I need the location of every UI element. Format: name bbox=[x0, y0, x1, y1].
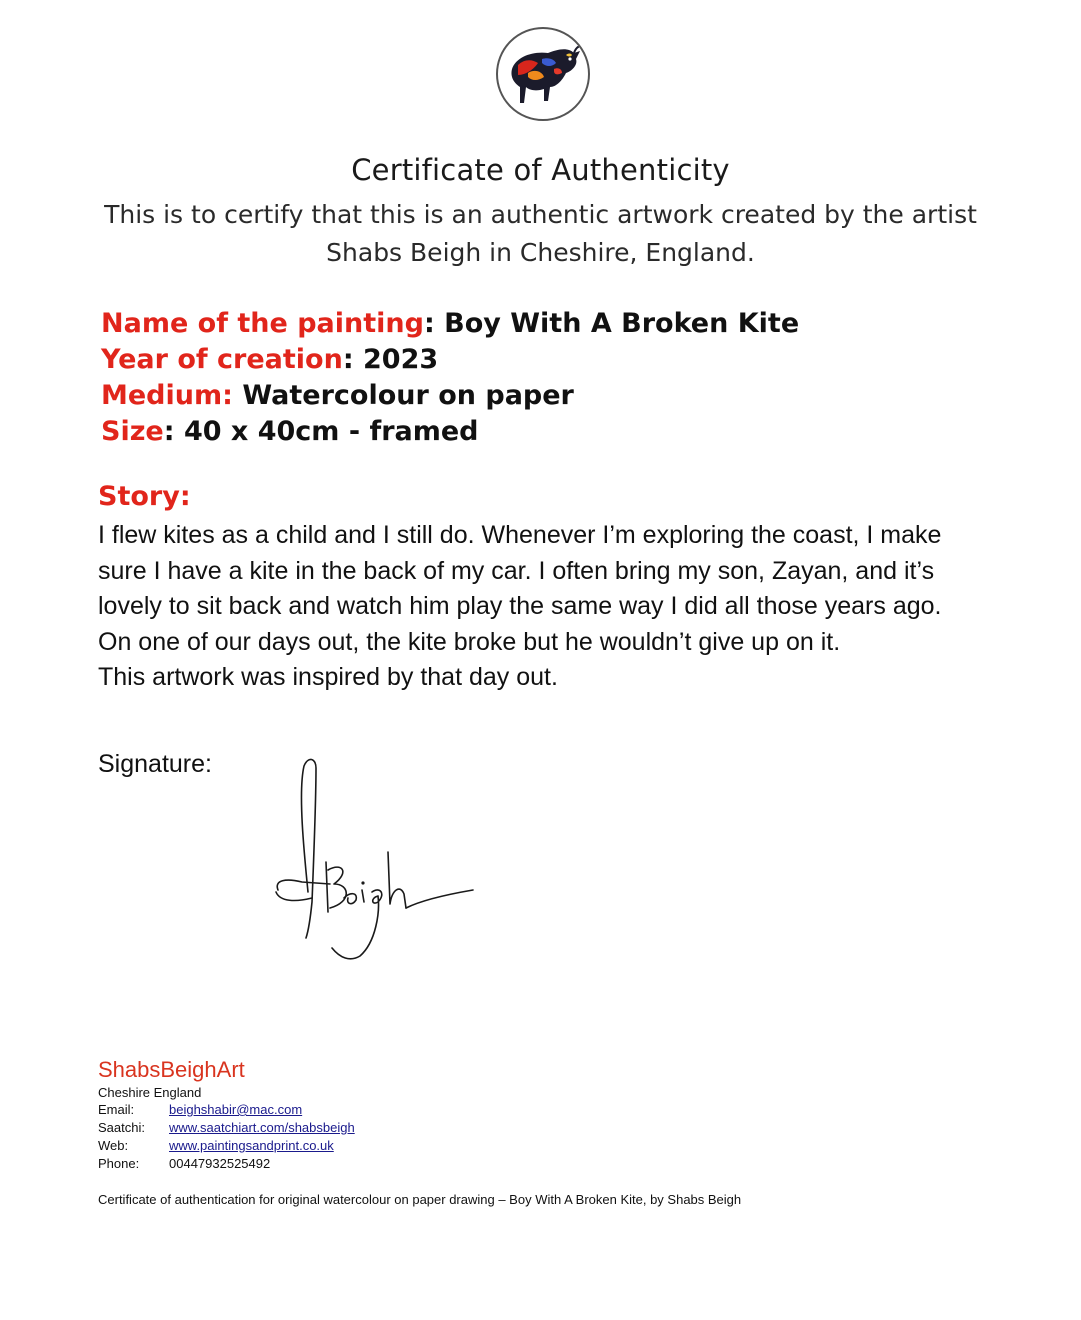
artwork-details bbox=[101, 306, 1001, 450]
detail-separator: : bbox=[342, 344, 364, 375]
footer-contact bbox=[98, 1056, 998, 1173]
contact-row-phone bbox=[98, 1155, 998, 1173]
email-link[interactable]: beighshabir@mac.com bbox=[169, 1102, 303, 1117]
detail-value: Watercolour on paper bbox=[242, 380, 574, 411]
detail-value: Boy With A Broken Kite bbox=[444, 308, 800, 339]
certificate-subtitle bbox=[0, 196, 1081, 272]
contact-row-saatchi bbox=[98, 1119, 998, 1137]
detail-value: 2023 bbox=[363, 344, 439, 375]
handwritten-signature bbox=[268, 752, 483, 967]
detail-label: Name of the painting bbox=[101, 308, 424, 339]
story-body bbox=[98, 518, 998, 696]
detail-row-medium bbox=[101, 378, 1001, 414]
subtitle-line: Shabs Beigh in Cheshire, England. bbox=[326, 238, 755, 267]
phone-number: 00447932525492 bbox=[169, 1156, 271, 1171]
detail-separator bbox=[233, 380, 242, 411]
brand-name: ShabsBeighArt bbox=[98, 1057, 245, 1082]
detail-value: 40 x 40cm - framed bbox=[183, 416, 479, 447]
contact-key: Saatchi: bbox=[98, 1120, 145, 1135]
saatchi-link[interactable]: www.saatchiart.com/shabsbeigh bbox=[169, 1120, 355, 1135]
certificate-footnote: Certificate of authentication for original watercolour on paper drawing – Boy With A Broken Kite, by Shabs Beigh bbox=[98, 1192, 742, 1207]
signature-label: Signature: bbox=[98, 750, 212, 778]
bull-painting-icon bbox=[496, 27, 590, 121]
contact-row-web bbox=[98, 1137, 998, 1155]
web-link[interactable]: www.paintingsandprint.co.uk bbox=[169, 1138, 334, 1153]
brand-location: Cheshire England bbox=[98, 1085, 202, 1100]
certificate-title: Certificate of Authenticity bbox=[351, 153, 730, 187]
contact-key: Phone: bbox=[98, 1156, 140, 1171]
detail-label: Size bbox=[101, 416, 164, 447]
subtitle-line: This is to certify that this is an authentic artwork created by the artist bbox=[104, 200, 977, 229]
story-line: This artwork was inspired by that day out. bbox=[98, 663, 558, 691]
story-heading: Story: bbox=[98, 481, 191, 512]
story-line: sure I have a kite in the back of my car. I often bring my son, Zayan, and it’s bbox=[98, 556, 935, 585]
detail-separator: : bbox=[423, 308, 445, 339]
detail-separator: : bbox=[163, 416, 184, 447]
detail-row-year bbox=[101, 342, 1001, 378]
contact-key: Web: bbox=[98, 1138, 129, 1153]
detail-row-name bbox=[101, 306, 1001, 342]
story-line: On one of our days out, the kite broke but he wouldn’t give up on it. bbox=[98, 627, 841, 656]
detail-label: Year of creation bbox=[101, 344, 343, 375]
story-line: lovely to sit back and watch him play the same way I did all those years ago. bbox=[98, 592, 942, 620]
contact-key: Email: bbox=[98, 1102, 135, 1117]
story-line: I flew kites as a child and I still do. Whenever I’m exploring the coast, I make bbox=[98, 521, 942, 549]
detail-row-size bbox=[101, 414, 1001, 450]
contact-row-email bbox=[98, 1101, 998, 1119]
detail-label: Medium: bbox=[101, 380, 233, 411]
